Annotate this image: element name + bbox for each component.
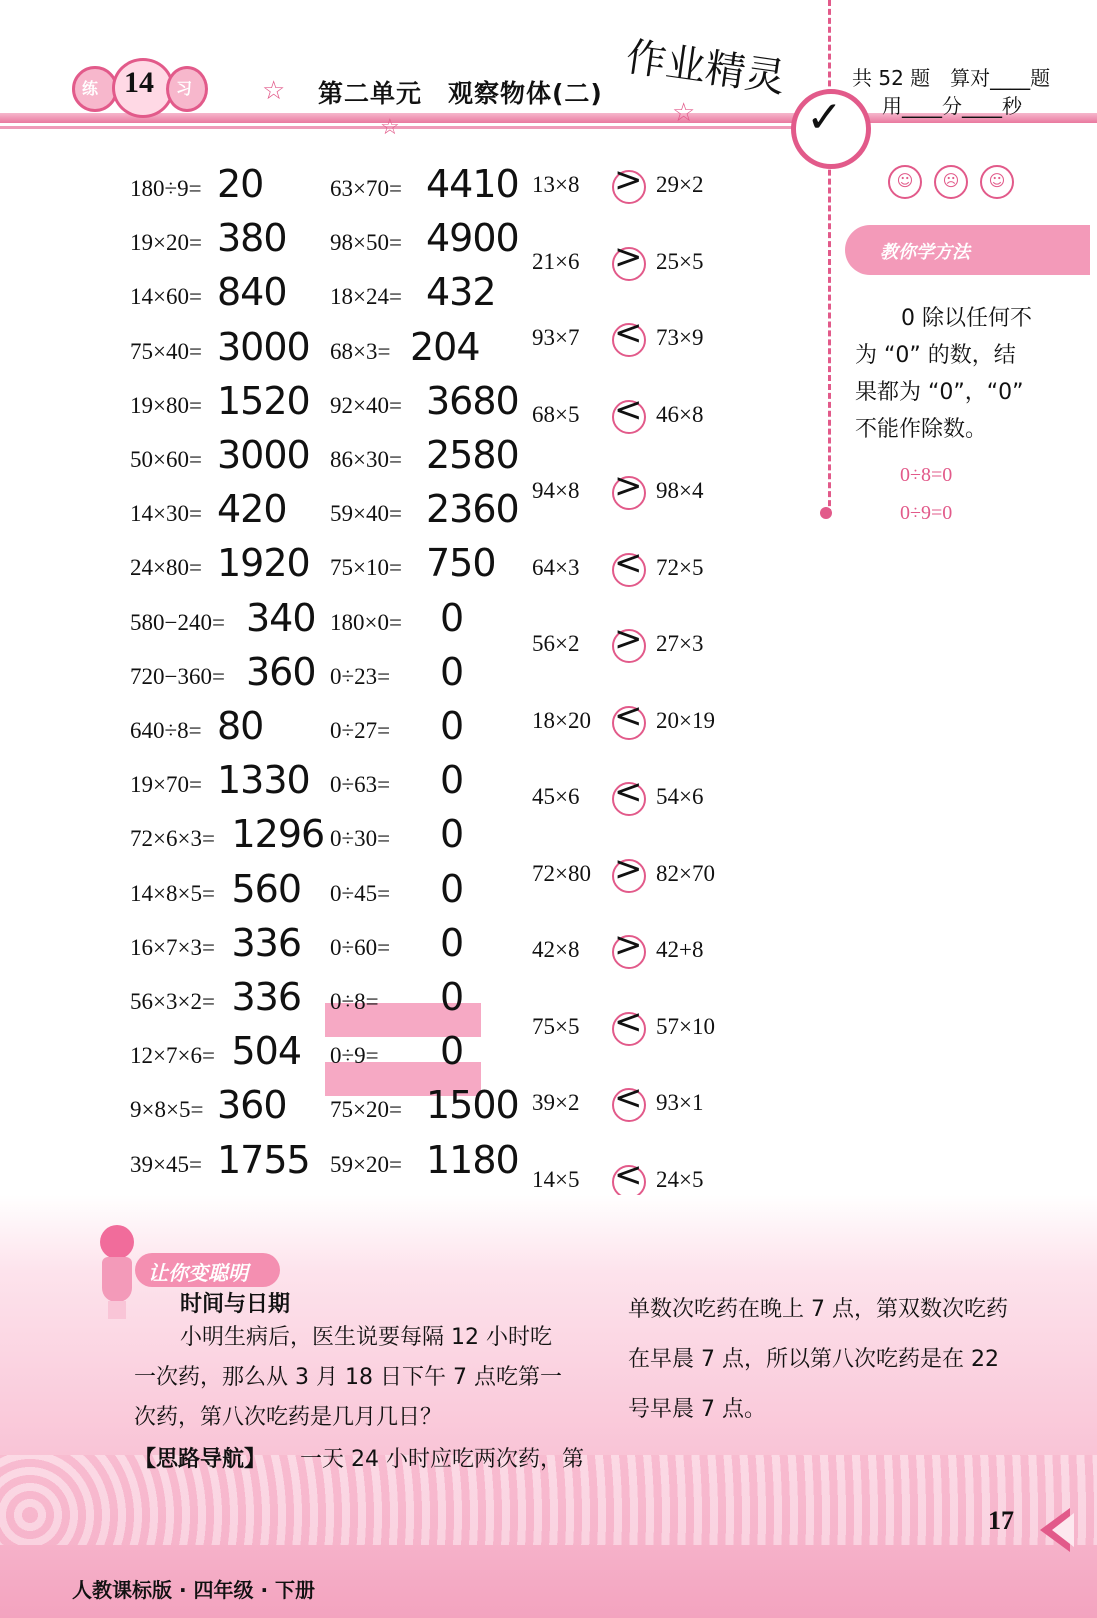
- col1-question: 39×45=: [130, 1152, 202, 1177]
- compare-symbol: <: [614, 543, 643, 583]
- page-number: 17: [988, 1506, 1014, 1535]
- col1-answer: 336: [231, 975, 302, 1019]
- col2-question: 75×20=: [330, 1097, 402, 1122]
- problem-line: 小明生病后，医生说要每隔 12 小时吃: [180, 1325, 552, 1350]
- col1-question: 14×8×5=: [130, 881, 215, 906]
- col1-question: 24×80=: [130, 555, 202, 580]
- check-mark-icon: ✓: [806, 92, 843, 143]
- compare-right: 42+8: [656, 937, 704, 962]
- compare-left: 21×6: [532, 249, 580, 274]
- compare-right: 29×2: [656, 172, 704, 197]
- col2-question: 59×20=: [330, 1152, 402, 1177]
- col2-answer: 2580: [426, 433, 519, 477]
- compare-symbol: <: [614, 313, 643, 353]
- col2-question: 98×50=: [330, 230, 402, 255]
- answer-line: 号早晨 7 点。: [628, 1397, 766, 1422]
- problem-line: 次药，第八次吃药是几月几日？: [134, 1405, 443, 1430]
- answer-line: 在早晨 7 点，所以第八次吃药是在 22: [628, 1347, 999, 1372]
- edition-footer: 人教课标版 · 四年级 · 下册: [72, 1578, 316, 1602]
- col1-question: 72×6×3=: [130, 826, 215, 851]
- col1-answer: 420: [217, 487, 287, 531]
- col2-answer: 432: [426, 270, 496, 314]
- compare-left: 39×2: [532, 1090, 580, 1115]
- compare-left: 64×3: [532, 555, 580, 580]
- col1-answer: 560: [231, 867, 302, 911]
- compare-symbol: >: [614, 466, 643, 506]
- col2-question: 75×10=: [330, 555, 402, 580]
- compare-right: 57×10: [656, 1014, 715, 1039]
- col2-answer: 4410: [426, 162, 519, 206]
- col1-question: 50×60=: [130, 447, 202, 472]
- col2-answer: 0: [440, 596, 464, 640]
- compare-left: 72×80: [532, 861, 591, 886]
- compare-right: 25×5: [656, 249, 704, 274]
- compare-symbol: >: [614, 619, 643, 659]
- tip-equation: 0÷9=0: [900, 502, 953, 524]
- compare-right: 27×3: [656, 631, 704, 656]
- compare-symbol: <: [614, 1078, 643, 1118]
- problem-title: 时间与日期: [180, 1292, 291, 1317]
- smile-face-icon: ☺: [888, 165, 922, 199]
- compare-left: 42×8: [532, 937, 580, 962]
- compare-symbol: <: [614, 1155, 643, 1195]
- col1-question: 14×60=: [130, 284, 202, 309]
- col1-question: 19×70=: [130, 772, 202, 797]
- col2-question: 0÷27=: [330, 718, 391, 743]
- compare-left: 13×8: [532, 172, 580, 197]
- col1-question: 580−240=: [130, 610, 225, 635]
- col2-question: 0÷45=: [330, 881, 391, 906]
- frown-face-icon: ☹: [934, 165, 968, 199]
- col2-question: 92×40=: [330, 393, 402, 418]
- compare-symbol: <: [614, 390, 643, 430]
- col1-question: 180÷9=: [130, 176, 202, 201]
- tip-title: 教你学方法: [880, 242, 970, 263]
- score-stats: [852, 64, 1050, 120]
- col2-answer: 0: [440, 867, 464, 911]
- col2-answer: 1180: [426, 1138, 519, 1182]
- compare-right: 73×9: [656, 325, 704, 350]
- col1-question: 9×8×5=: [130, 1097, 204, 1122]
- col2-answer: 2360: [426, 487, 519, 531]
- hint-line: 一天 24 小时应吃两次药，第: [300, 1447, 584, 1472]
- col2-answer: 0: [440, 921, 464, 965]
- col2-question: 0÷9=: [330, 1043, 379, 1068]
- col1-answer: 360: [217, 1083, 287, 1127]
- compare-left: 93×7: [532, 325, 580, 350]
- col2-question: 0÷23=: [330, 664, 391, 689]
- col2-question: 0÷30=: [330, 826, 391, 851]
- col2-answer: 0: [440, 1029, 464, 1073]
- problem-line: 一次药，那么从 3 月 18 日下午 7 点吃第一: [134, 1365, 562, 1390]
- col1-question: 75×40=: [130, 339, 202, 364]
- col2-answer: 0: [440, 975, 464, 1019]
- compare-symbol: <: [614, 772, 643, 812]
- col2-answer: 0: [440, 704, 464, 748]
- surprise-face-icon: ☺: [980, 165, 1014, 199]
- tip-text: 0 除以任何不 为 “0” 的数，结 果都为 “0”，“0” 不能作除数。: [855, 306, 1032, 442]
- exercise-number: 14: [124, 66, 154, 99]
- tip-equation: 0÷8=0: [900, 464, 953, 486]
- col1-question: 19×20=: [130, 230, 202, 255]
- stats-line-2: 用____分____秒: [882, 94, 1022, 118]
- compare-left: 75×5: [532, 1014, 580, 1039]
- divider-dot: [820, 507, 832, 519]
- exercise-badge: [72, 58, 202, 112]
- col2-answer: 0: [440, 758, 464, 802]
- col1-answer: 336: [231, 921, 302, 965]
- col1-question: 16×7×3=: [130, 935, 215, 960]
- col1-answer: 3000: [217, 433, 310, 477]
- col1-answer: 340: [246, 596, 316, 640]
- col1-answer: 80: [217, 704, 264, 748]
- col2-answer: 0: [440, 650, 464, 694]
- stats-line-1: 共 52 题 算对____题: [852, 66, 1051, 90]
- col2-answer: 204: [410, 325, 480, 369]
- col1-answer: 1520: [217, 379, 310, 423]
- page-arrow-inner: [1052, 1513, 1074, 1547]
- col1-question: 640÷8=: [130, 718, 202, 743]
- compare-left: 14×5: [532, 1167, 580, 1192]
- col2-answer: 750: [426, 541, 496, 585]
- col1-answer: 380: [217, 216, 287, 260]
- compare-symbol: <: [614, 696, 643, 736]
- col2-question: 68×3=: [330, 339, 391, 364]
- col1-answer: 840: [217, 270, 287, 314]
- compare-symbol: >: [614, 849, 643, 889]
- compare-left: 18×20: [532, 708, 591, 733]
- col1-answer: 20: [217, 162, 264, 206]
- col2-question: 86×30=: [330, 447, 402, 472]
- col2-answer: 3680: [426, 379, 519, 423]
- compare-left: 56×2: [532, 631, 580, 656]
- col2-question: 18×24=: [330, 284, 402, 309]
- col2-question: 0÷60=: [330, 935, 391, 960]
- page-title: 第二单元 观察物体(二): [318, 79, 603, 108]
- compare-right: 93×1: [656, 1090, 704, 1115]
- col1-answer: 504: [231, 1029, 302, 1073]
- compare-symbol: <: [614, 1002, 643, 1042]
- compare-symbol: >: [614, 160, 643, 200]
- clever-label: 让你变聪明: [148, 1261, 248, 1285]
- compare-right: 54×6: [656, 784, 704, 809]
- col2-question: 59×40=: [330, 501, 402, 526]
- compare-left: 45×6: [532, 784, 580, 809]
- col1-answer: 1296: [231, 812, 325, 856]
- col1-answer: 360: [246, 650, 316, 694]
- col1-question: 12×7×6=: [130, 1043, 215, 1068]
- compare-right: 46×8: [656, 402, 704, 427]
- hint-label: 【思路导航】: [134, 1447, 267, 1472]
- compare-symbol: >: [614, 237, 643, 277]
- col1-answer: 3000: [217, 325, 310, 369]
- col1-answer: 1920: [217, 541, 310, 585]
- star-icon: ☆: [672, 98, 696, 128]
- col2-answer: 4900: [426, 216, 519, 260]
- compare-left: 94×8: [532, 478, 580, 503]
- badge-left: 练: [82, 79, 99, 98]
- col2-answer: 0: [440, 812, 464, 856]
- compare-right: 82×70: [656, 861, 715, 886]
- col1-answer: 1330: [217, 758, 310, 802]
- compare-right: 98×4: [656, 478, 704, 503]
- col2-answer: 1500: [426, 1083, 519, 1127]
- col1-answer: 1755: [217, 1138, 310, 1182]
- col1-question: 19×80=: [130, 393, 202, 418]
- col1-question: 14×30=: [130, 501, 202, 526]
- compare-right: 20×19: [656, 708, 715, 733]
- col1-question: 720−360=: [130, 664, 225, 689]
- col2-question: 0÷8=: [330, 989, 379, 1014]
- divider-line: [828, 0, 831, 515]
- badge-right: 习: [176, 79, 193, 98]
- answer-line: 单数次吃药在晚上 7 点，第双数次吃药: [628, 1297, 1008, 1322]
- handwritten-title: 作业精灵: [623, 34, 788, 102]
- col2-question: 63×70=: [330, 176, 402, 201]
- compare-right: 24×5: [656, 1167, 704, 1192]
- compare-right: 72×5: [656, 555, 704, 580]
- col2-question: 180×0=: [330, 610, 402, 635]
- col1-question: 56×3×2=: [130, 989, 215, 1014]
- col2-question: 0÷63=: [330, 772, 391, 797]
- compare-symbol: >: [614, 925, 643, 965]
- star-icon: ☆: [380, 115, 400, 140]
- star-icon: ☆: [262, 76, 286, 106]
- compare-left: 68×5: [532, 402, 580, 427]
